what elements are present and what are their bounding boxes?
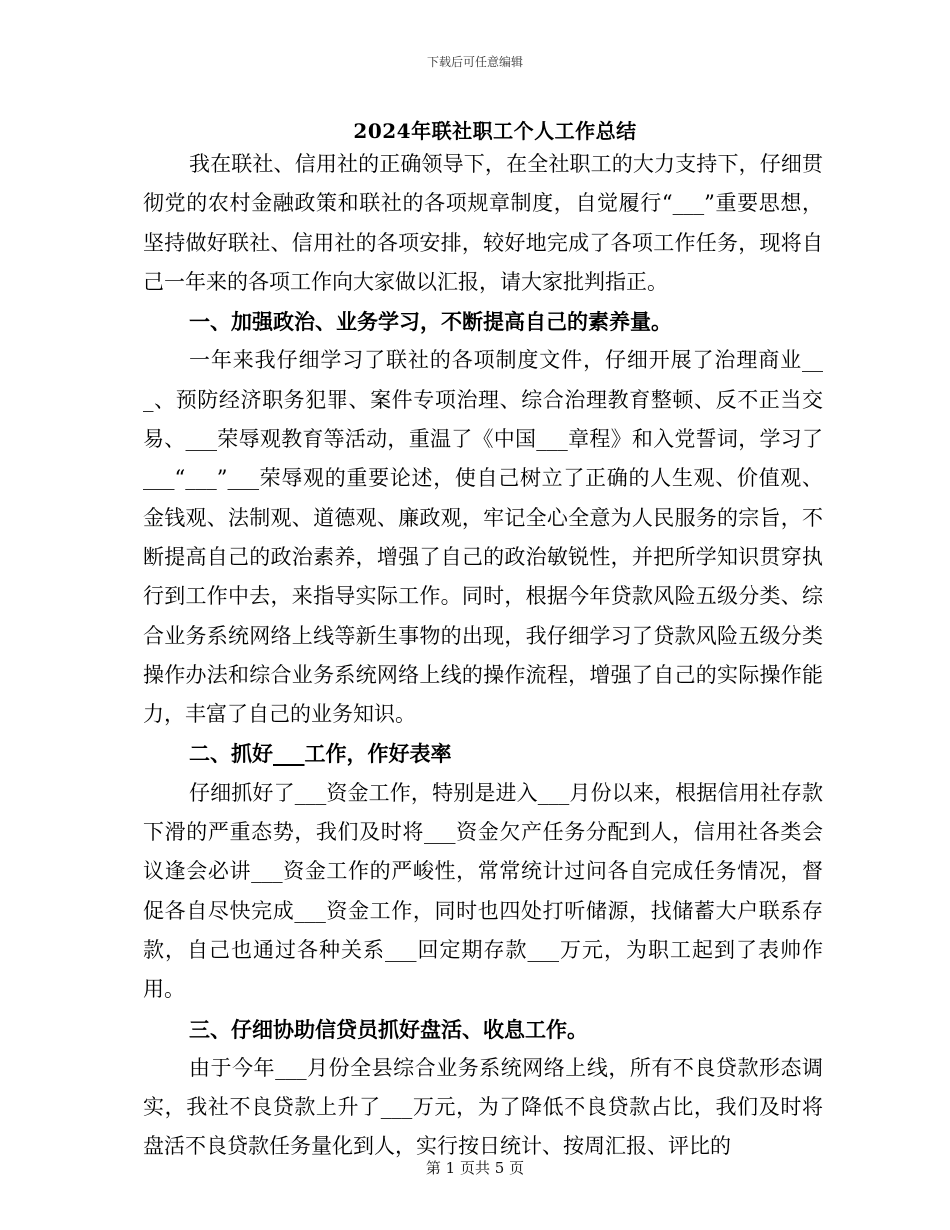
paragraph-intro: 我在联社、信用社的正确领导下，在全社职工的大力支持下，仔细贯彻党的农村金融政策和联社的各项规章制度，自觉履行“___”重要思想，坚持做好联社、信用社的各项安排，较好地完成了各项工作任务，现将自己一年来的各项工作向大家做以汇报，请大家批判指正。 xyxy=(143,152,823,294)
paragraph-section-3: 由于今年___月份全县综合业务系统网络上线，所有不良贷款形态调实，我社不良贷款上升了___万元，为了降低不良贷款占比，我们及时将盘活不良贷款任务量化到人，实行按日统计、按周汇报、评比的 xyxy=(143,1055,823,1159)
page-number: 第 1 页共 5 页 xyxy=(425,1159,525,1177)
document-body xyxy=(143,145,823,1167)
header-note: 下载后可任意编辑 xyxy=(426,55,523,69)
section-heading-3: 三、仔细协助信贷员抓好盘活、收息工作。 xyxy=(189,1016,588,1042)
paragraph-section-2: 仔细抓好了___资金工作，特别是进入___月份以来，根据信用社存款下滑的严重态势，我们及时将___资金欠产任务分配到人，信用社各类会议逢会必讲___资金工作的严峻性，常常统计过问各自完成任务情况，督促各自尽快完成___资金工作，同时也四处打听储源，找储蓄大户联系存款，自己也通过各种关系___回定期存款___万元，为职工起到了表帅作用。 xyxy=(143,780,823,1002)
paragraph-section-1: 一年来我仔细学习了联社的各项制度文件，仔细开展了治理商业___、预防经济职务犯罪、案件专项治理、综合治理教育整顿、反不正当交易、___荣辱观教育等活动，重温了《中国___章程》和入党誓词，学习了___“___”___荣辱观的重要论述，使自己树立了正确的人生观、价值观、金钱观、法制观、道德观、廉政观，牢记全心全意为人民服务的宗旨，不断提高自己的政治素养，增强了自己的政治敏锐性，并把所学知识贯穿执行到工作中去，来指导实际工作。同时，根据今年贷款风险五级分类、综合业务系统网络上线等新生事物的出现，我仔细学习了贷款风险五级分类操作办法和综合业务系统网络上线的操作流程，增强了自己的实际操作能力，丰富了自己的业务知识。 xyxy=(143,348,823,727)
document-title: 2024年联社职工个人工作总结 xyxy=(353,119,637,143)
section-heading-2: 二、抓好___工作，作好表率 xyxy=(189,741,452,767)
section-heading-1: 一、加强政治、业务学习，不断提高自己的素养量。 xyxy=(189,309,672,335)
